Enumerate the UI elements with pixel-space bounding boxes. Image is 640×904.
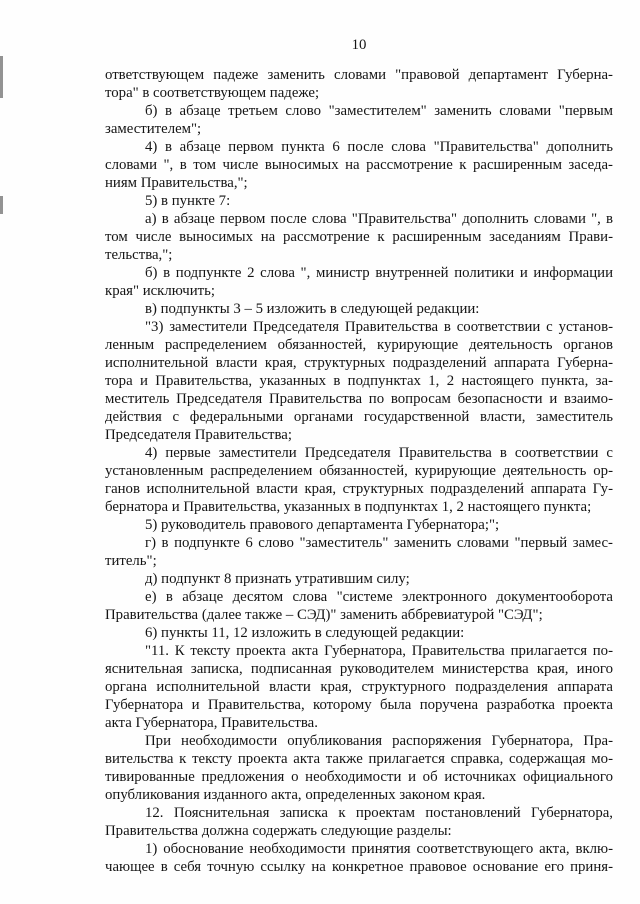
text-line: Правительства (далее также – СЭД)" заменить аббревиатурой "СЭД"; bbox=[105, 607, 543, 623]
text-line: 6) пункты 11, 12 изложить в следующей редакции: bbox=[145, 625, 465, 641]
text-line: в) подпункты 3 – 5 изложить в следующей редакции: bbox=[145, 301, 480, 317]
paragraph bbox=[105, 210, 613, 264]
text-line: "3) заместители Председателя Правительства в соответствии с установ- bbox=[145, 319, 613, 335]
text-line: ответствующем падеже заменить словами "правовой департамент Губерна- bbox=[105, 67, 613, 83]
paragraph bbox=[105, 588, 613, 624]
text-line: Председателя Правительства; bbox=[105, 427, 292, 443]
paragraph bbox=[105, 192, 613, 210]
paragraph bbox=[105, 732, 613, 804]
paragraph bbox=[105, 840, 613, 876]
text-line: тельства,"; bbox=[105, 247, 173, 263]
paragraph bbox=[105, 534, 613, 570]
document-body bbox=[105, 66, 613, 876]
text-line: ганов исполнительной власти края, структурных подразделений аппарата Гу- bbox=[105, 481, 613, 497]
text-line: бернатора и Правительства, указанных в подпунктах 1, 2 настоящего пункта; bbox=[105, 499, 592, 515]
text-line: д) подпункт 8 признать утратившим силу; bbox=[145, 571, 410, 587]
paragraph bbox=[105, 516, 613, 534]
paragraph bbox=[105, 570, 613, 588]
scan-edge-mark bbox=[0, 196, 3, 214]
paragraph bbox=[105, 318, 613, 444]
text-line: яснительная записка, подписанная руководителем министерства края, иного bbox=[105, 661, 613, 677]
text-line: ленным распределением обязанностей, курирующие деятельность органов bbox=[105, 337, 613, 353]
page-number: 10 bbox=[351, 37, 367, 53]
scan-edge-mark bbox=[0, 56, 3, 98]
text-line: края" исключить; bbox=[105, 283, 215, 299]
text-line: 12. Пояснительная записка к проектам постановлений Губернатора, bbox=[145, 805, 613, 821]
text-line: акта Губернатора, Правительства. bbox=[105, 715, 318, 731]
text-line: Губернатора и Правительства, которому была поручена разработка проекта bbox=[105, 697, 613, 713]
text-line: 5) руководитель правового департамента Губернатора;"; bbox=[145, 517, 500, 533]
text-line: 1) обоснование необходимости принятия соответствующего акта, вклю- bbox=[145, 841, 613, 857]
text-line: а) в абзаце первом после слова "Правительства" дополнить словами ", в bbox=[145, 211, 613, 227]
text-line: ниям Правительства,"; bbox=[105, 175, 248, 191]
text-line: б) в абзаце третьем слово "заместителем" заменить словами "первым bbox=[145, 103, 613, 119]
text-line: При необходимости опубликования распоряжения Губернатора, Пра- bbox=[145, 733, 613, 749]
text-line: тора" в соответствующем падеже; bbox=[105, 85, 320, 101]
text-line: "11. К тексту проекта акта Губернатора, Правительства прилагается по- bbox=[145, 643, 613, 659]
text-line: г) в подпункте 6 слово "заместитель" заменить словами "первый замес- bbox=[145, 535, 613, 551]
paragraph bbox=[105, 66, 613, 102]
text-line: чающее в себя точную ссылку на конкретное правовое основание его приня- bbox=[105, 859, 613, 875]
text-line: действия с федеральными органами государственной власти, заместитель bbox=[105, 409, 613, 425]
text-line: б) в подпункте 2 слова ", министр внутренней политики и информации bbox=[145, 265, 613, 281]
text-line: е) в абзаце десятом слова "системе электронного документооборота bbox=[145, 589, 613, 605]
text-line: заместителем"; bbox=[105, 121, 202, 137]
text-line: меститель Председателя Правительства по вопросам безопасности и взаимо- bbox=[105, 391, 613, 407]
text-line: словами ", в том числе выносимых на рассмотрение к расширенным заседа- bbox=[105, 157, 613, 173]
paragraph bbox=[105, 300, 613, 318]
text-line: 5) в пункте 7: bbox=[145, 193, 231, 209]
text-line: 4) в абзаце первом пункта 6 после слова "Правительства" дополнить bbox=[145, 139, 613, 155]
text-line: 4) первые заместители Председателя Правительства в соответствии с bbox=[145, 445, 613, 461]
text-line: органа исполнительной власти края, структурного подразделения аппарата bbox=[105, 679, 613, 695]
paragraph bbox=[105, 624, 613, 642]
paragraph bbox=[105, 444, 613, 516]
text-line: тора и Правительства, указанных в подпунктах 1, 2 настоящего пункта, за- bbox=[105, 373, 613, 389]
paragraph bbox=[105, 138, 613, 192]
text-line: том числе выносимых на рассмотрение к расширенным заседаниям Прави- bbox=[105, 229, 613, 245]
paragraph bbox=[105, 102, 613, 138]
text-line: вительства к тексту проекта акта также прилагается справка, содержащая мо- bbox=[105, 751, 613, 767]
text-line: Правительства должна содержать следующие разделы: bbox=[105, 823, 452, 839]
text-line: тивированные предложения о необходимости и об источниках официального bbox=[105, 769, 613, 785]
text-line: установленным распределением обязанностей, курирующие деятельность ор- bbox=[105, 463, 613, 479]
text-line: исполнительной власти края, структурных подразделений аппарата Губерна- bbox=[105, 355, 613, 371]
paragraph bbox=[105, 804, 613, 840]
paragraph bbox=[105, 642, 613, 732]
text-line: опубликования изданного акта, определенных законом края. bbox=[105, 787, 486, 803]
text-line: титель"; bbox=[105, 553, 157, 569]
paragraph bbox=[105, 264, 613, 300]
